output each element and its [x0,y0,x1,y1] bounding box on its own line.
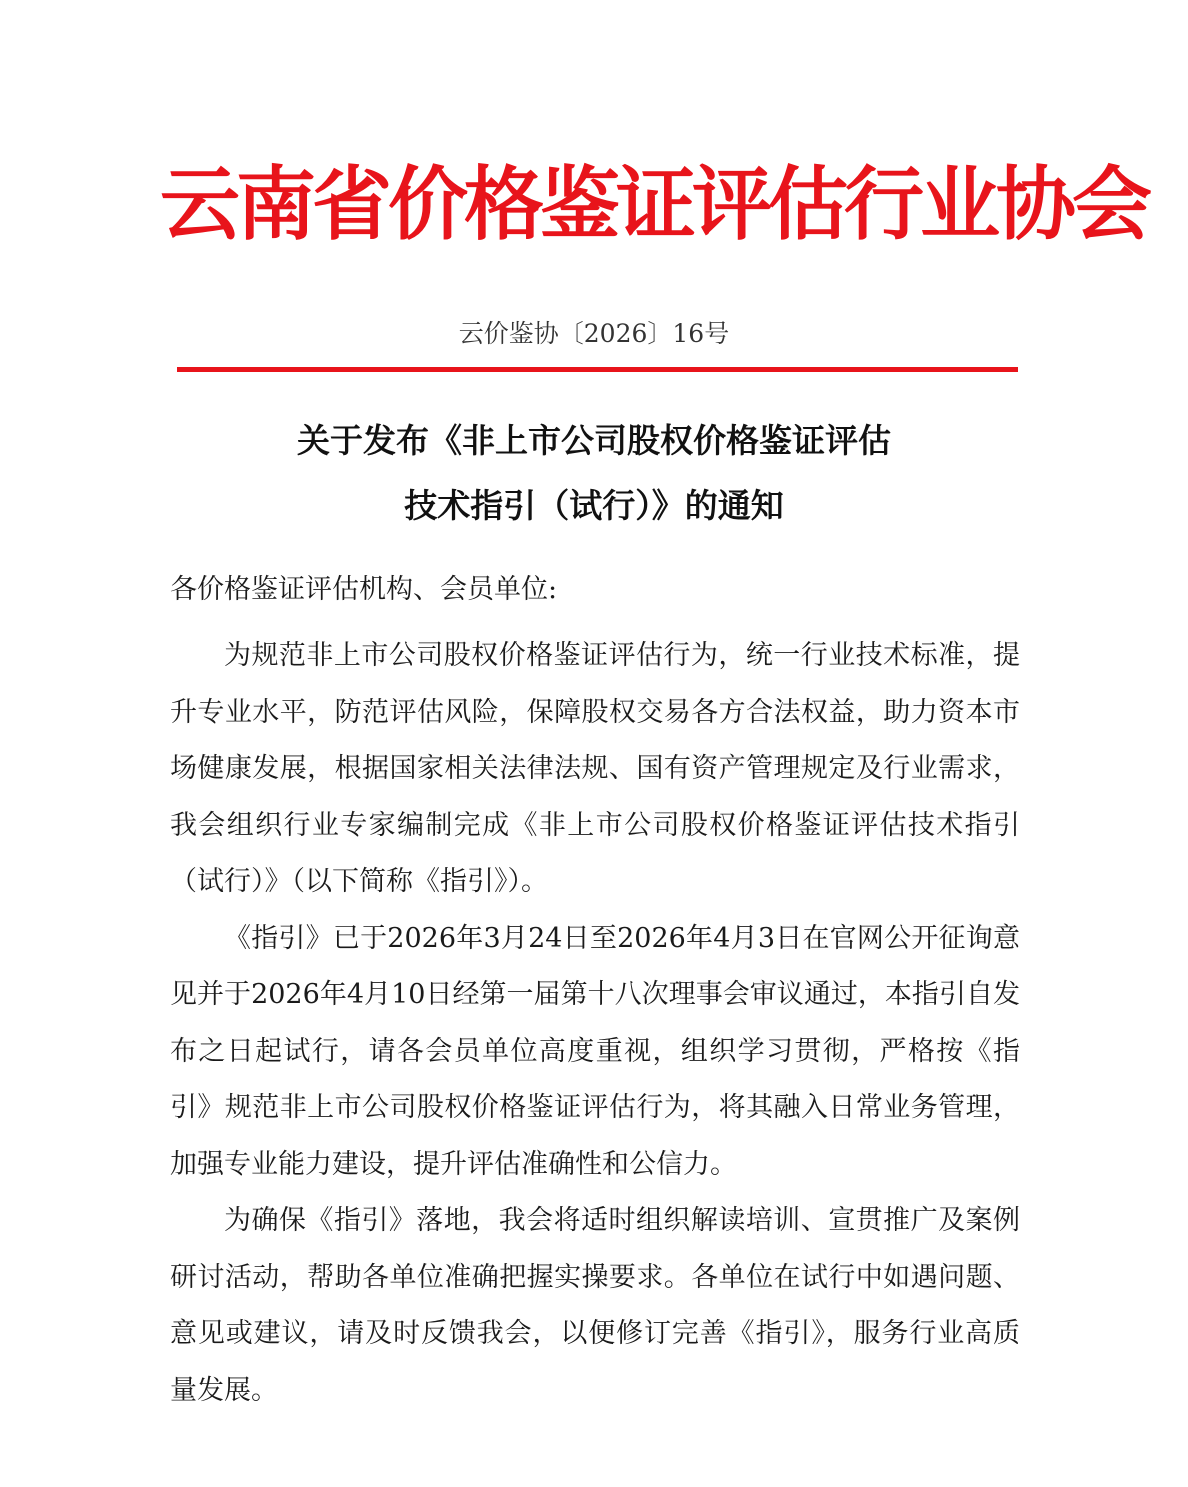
red-divider-line [177,367,1018,372]
document-title-line-1: 关于发布《非上市公司股权价格鉴证评估 [297,421,891,460]
document-title-line-2: 技术指引（试行）》的通知 [404,486,784,525]
body-paragraph-1: 为规范非上市公司股权价格鉴证评估行为，统一行业技术标准，提升专业水平，防范评估风险，保障股权交易各方合法权益，助力资本市场健康发展，根据国家相关法律法规、国有资产管理规定及行业需求，我会组织行业专家编制完成《非上市公司股权价格鉴证评估技术指引（试行）》（以下简称《指引》）。 [170,640,1020,897]
document-title [0,408,1188,538]
body-paragraph-3: 为确保《指引》落地，我会将适时组织解读培训、宣贯推广及案例研讨活动，帮助各单位准确把握实操要求。各单位在试行中如遇问题、意见或建议，请及时反馈我会，以便修订完善《指引》，服务行业高质量发展。 [170,1205,1020,1406]
salutation: 各价格鉴证评估机构、会员单位: [170,574,558,605]
organization-name-header: 云南省价格鉴证评估行业协会 [160,158,1148,251]
document-body [170,628,1020,1419]
body-paragraph-2: 《指引》已于2026年3月24日至2026年4月3日在官网公开征询意见并于2026年4月10日经第一届第十八次理事会审议通过，本指引自发布之日起试行，请各会员单位高度重视，组织学习贯彻，严格按《指引》规范非上市公司股权价格鉴证评估行为，将其融入日常业务管理，加强专业能力建设，提升评估准确性和公信力。 [170,922,1020,1180]
document-number: 云价鉴协〔2026〕16号 [458,319,730,348]
